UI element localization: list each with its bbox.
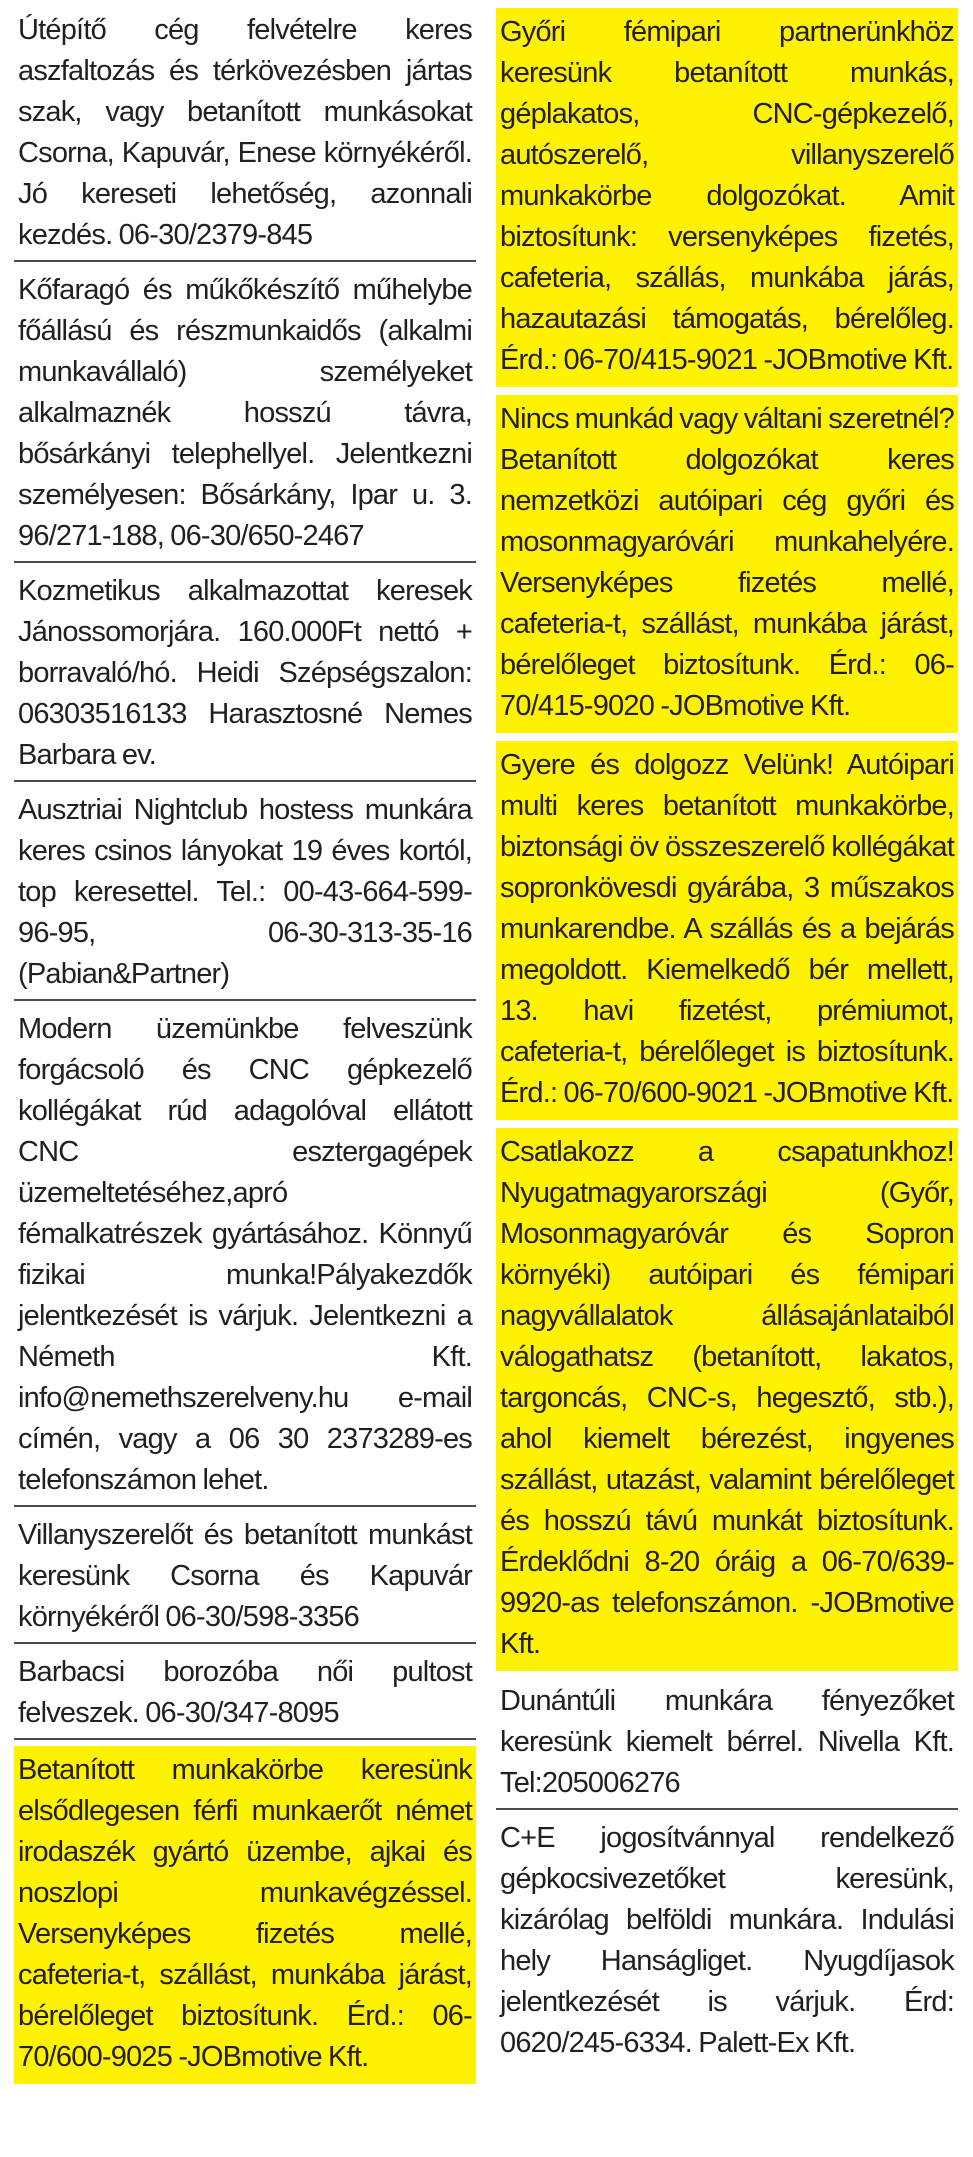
classified-ad: Kőfaragó és műkőkészítő műhelybe főállású és részmunkaidős (alkalmi munkavállaló) személyeket alkalmaznék hosszú távra, bősárkányi telephellyel. Jelentkezni személyesen: Bősárkány, Ipar u. 3. 96/271-188, 06-30/650-2467	[14, 268, 476, 563]
highlighted-classified-ad: Gyere és dolgozz Velünk! Autóipari multi keres betanított munkakörbe, biztonsági öv összeszerelő kollégákat sopronkövesdi gyárába, 3 műszakos munkarendbe. A szállás és a bejárás megoldott. Kiemelkedő bér mellett, 13. havi fizetést, prémiumot, cafeteria-t, bérelőleget is biztosítunk. Érd.: 06-70/600-9021 -JOBmotive Kft.	[496, 741, 958, 1120]
classified-ad: Kozmetikus alkalmazottat keresek Jánossomorjára. 160.000Ft nettó + borravaló/hó. Heidi Szépségszalon: 06303516133 Harasztosné Nemes Barbara ev.	[14, 569, 476, 782]
classified-ad: Modern üzemünkbe felveszünk forgácsoló és CNC gépkezelő kollégákat rúd adagolóval ellátott CNC esztergagépek üzemeltetéséhez,apró fémalkatrészek gyártásához. Könnyű fizikai munka!Pályakezdők jelentkezését is várjuk. Jelentkezni a Németh Kft. info@nemethszerelveny.hu e-mail címén, vagy a 06 30 2373289-es telefonszámon lehet.	[14, 1007, 476, 1507]
classified-ad: Útépítő cég felvételre keres aszfaltozás és térkövezésben jártas szak, vagy betanított munkásokat Csorna, Kapuvár, Enese környékéről. Jó kereseti lehetőség, azonnali kezdés. 06-30/2379-845	[14, 8, 476, 262]
left-column	[14, 8, 476, 2092]
highlighted-classified-ad: Csatlakozz a csapatunkhoz! Nyugatmagyarországi (Győr, Mosonmagyaróvár és Sopron környéki) autóipari és fémipari nagyvállalatok állásajánlataiból válogathatsz (betanított, lakatos, targoncás, CNC-s, hegesztő, stb.), ahol kiemelt bérezést, ingyenes szállást, utazást, valamint bérelőleget és hosszú távú munkát biztosítunk. Érdeklődni 8-20 óráig a 06-70/639-9920-as telefonszámon. -JOBmotive Kft.	[496, 1128, 958, 1671]
highlighted-classified-ad: Győri fémipari partnerünkhöz keresünk betanított munkás, géplakatos, CNC-gépkezelő, autószerelő, villanyszerelő munkakörbe dolgozókat. Amit biztosítunk: versenyképes fizetés, cafeteria, szállás, munkába járás, hazautazási támogatás, bérelőleg. Érd.: 06-70/415-9021 -JOBmotive Kft.	[496, 8, 958, 387]
highlighted-classified-ad: Nincs munkád vagy váltani szeretnél? Betanított dolgozókat keres nemzetközi autóipari cég győri és mosonmagyaróvári munkahelyére. Versenyképes fizetés mellé, cafeteria-t, szállást, munkába járást, bérelőleget biztosítunk. Érd.: 06-70/415-9020 -JOBmotive Kft.	[496, 395, 958, 733]
classified-ad: Barbacsi borozóba női pultost felveszek. 06-30/347-8095	[14, 1650, 476, 1740]
classified-ad: Villanyszerelőt és betanított munkást keresünk Csorna és Kapuvár környékéről 06-30/598-3356	[14, 1513, 476, 1644]
classified-ad: Dunántúli munkára fényezőket keresünk kiemelt bérrel. Nivella Kft. Tel:205006276	[496, 1679, 958, 1810]
classified-ad: Ausztriai Nightclub hostess munkára keres csinos lányokat 19 éves kortól, top keresettel. Tel.: 00-43-664-599-96-95, 06-30-313-35-16 (Pabian&Partner)	[14, 788, 476, 1001]
highlighted-classified-ad: Betanított munkakörbe keresünk elsődlegesen férfi munkaerőt német irodaszék gyártó üzembe, ajkai és noszlopi munkavégzéssel. Versenyképes fizetés mellé, cafeteria-t, szállást, munkába járást, bérelőleget biztosítunk. Érd.: 06-70/600-9025 -JOBmotive Kft.	[14, 1746, 476, 2084]
classified-ad: C+E jogosítvánnyal rendelkező gépkocsivezetőket keresünk, kizárólag belföldi munkára. Indulási hely Hanságliget. Nyugdíjasok jelentkezését is várjuk. Érd: 0620/245-6334. Palett-Ex Kft.	[500, 1822, 954, 2059]
right-column	[496, 8, 958, 2074]
